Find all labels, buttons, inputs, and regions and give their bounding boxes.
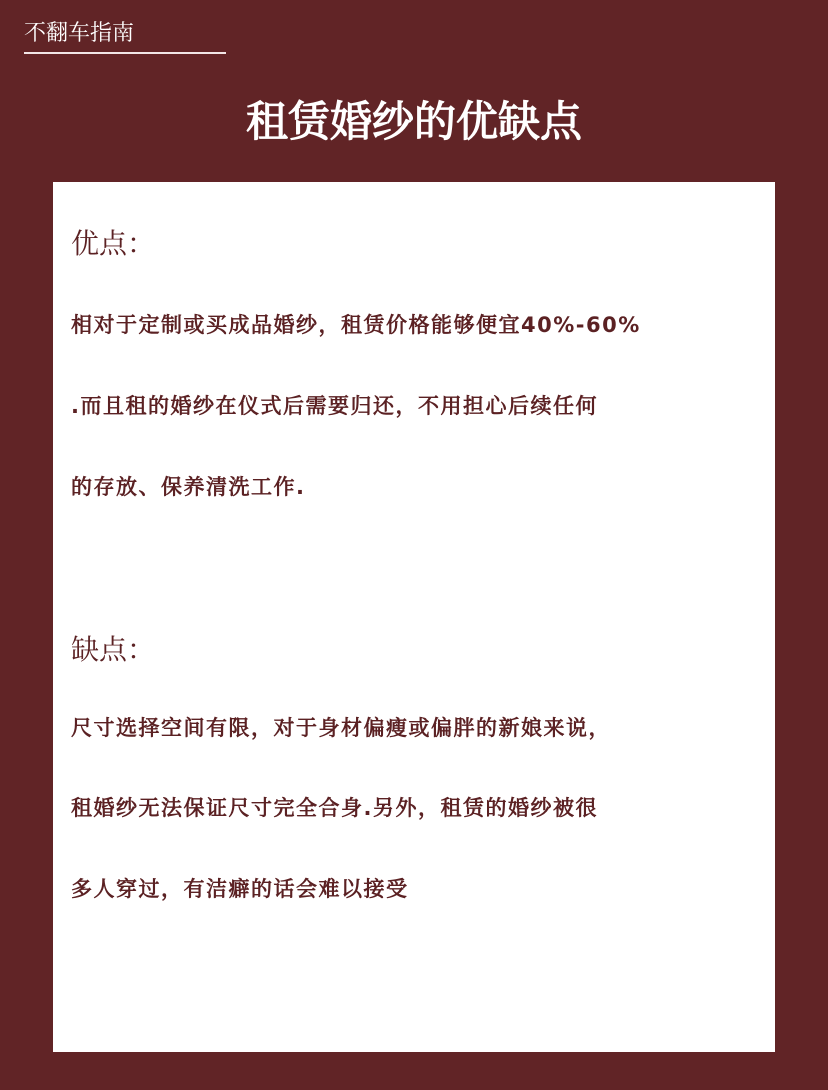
pros-heading: 优点：	[71, 227, 156, 260]
content-card	[53, 182, 775, 1052]
pros-line: .而且租的婚纱在仪式后需要归还，不用担心后续任何	[71, 394, 598, 418]
cons-line: 租婚纱无法保证尺寸完全合身.另外，租赁的婚纱被很	[71, 796, 598, 820]
pros-line: 相对于定制或买成品婚纱，租赁价格能够便宜40%-60%	[71, 313, 641, 337]
cons-line: 尺寸选择空间有限，对于身材偏瘦或偏胖的新娘来说，	[71, 716, 611, 740]
page-title: 租赁婚纱的优缺点	[245, 97, 582, 146]
cons-heading: 缺点：	[71, 633, 156, 666]
pros-line: 的存放、保养清洗工作.	[71, 475, 306, 499]
brand-label: 不翻车指南	[24, 18, 226, 54]
cons-line: 多人穿过，有洁癖的话会难以接受	[71, 877, 409, 901]
